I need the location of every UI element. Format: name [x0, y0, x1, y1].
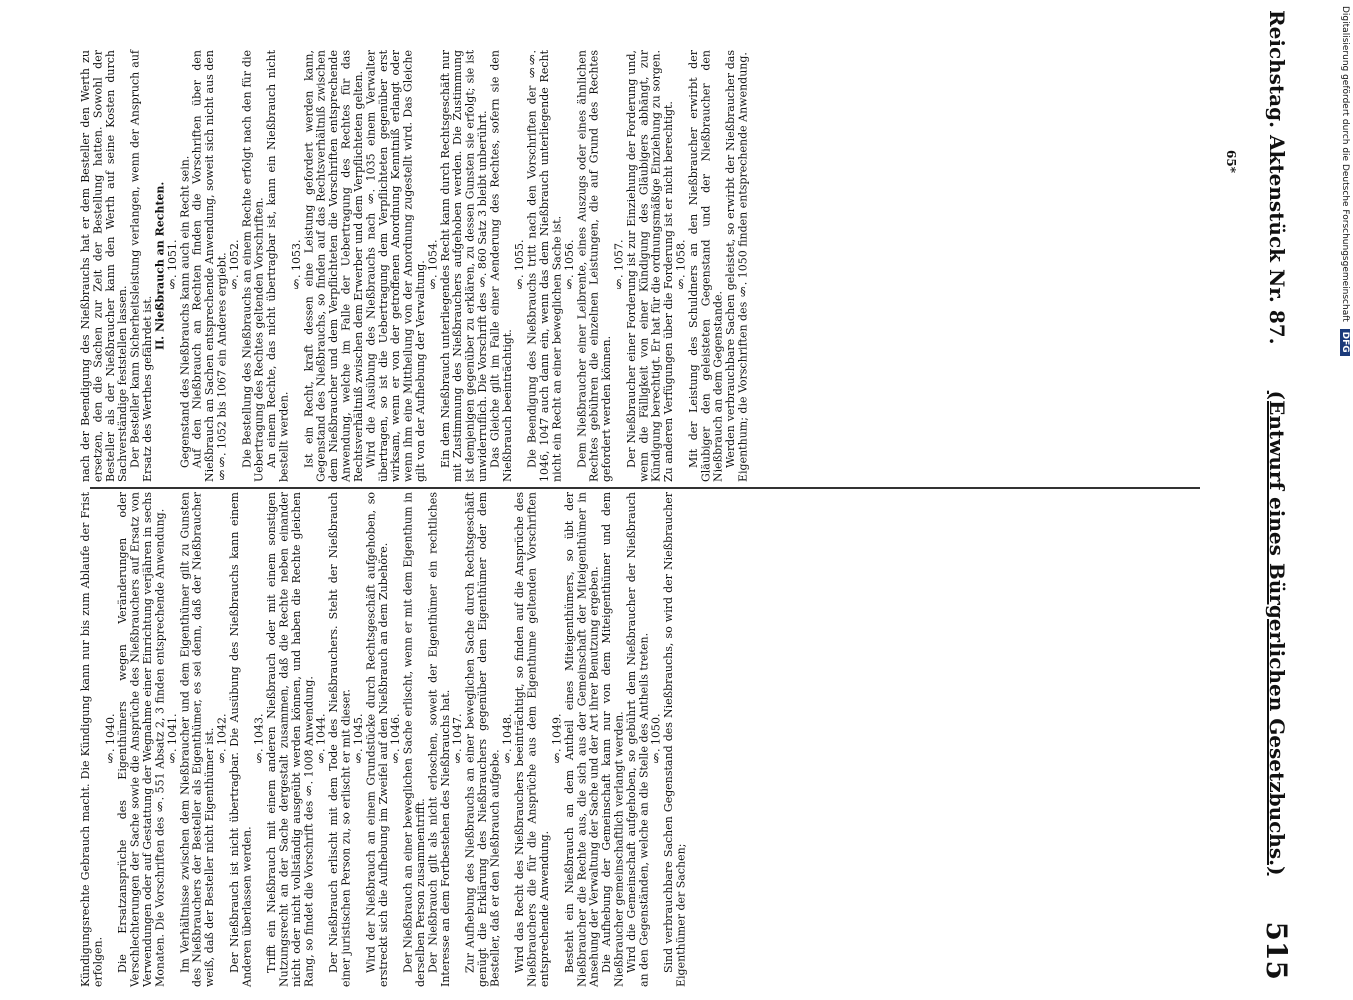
- para: Auf den Nießbrauch an Rechten finden die Vorschriften über den Nießbrauch an Sachen entsprechende Anwendung, soweit sich nicht aus den §§. 1052 bis 1067 ein Anderes ergiebt.: [190, 50, 229, 482]
- credit-text: Digitalisierung gefördert durch die Deutsche Forschungsgemeinschaft: [1340, 6, 1350, 322]
- section-mark: §. 1049.: [550, 713, 564, 765]
- section-mark: §. 1051.: [165, 239, 179, 292]
- section-mark: §. 1054.: [426, 239, 440, 292]
- para: Wird das Recht des Nießbrauchers beeinträchtigt, so finden auf die Ansprüche des Nießbrauchers die für die Ansprüche aus dem Eigenthume geltenden Vorschriften entsprechende Anwendung.: [513, 492, 552, 987]
- section-mark: §. 1052.: [227, 239, 241, 292]
- para: Wird die Ausübung des Nießbrauchs nach §. 1035 einem Verwalter übertragen, so ist die Uebertragung dem Verpflichteten gegenüber erst wirksam, wenn er von der getroffenen Anordnung Kenntniß erlangt oder wenn ihm eine Mittheilung von der Anordnung zugestellt wird. Das Gleiche gilt von der Aufhebung der Verwaltung.: [364, 50, 427, 482]
- para: Im Verhältnisse zwischen dem Nießbraucher und dem Eigenthümer gilt zu Gunsten des Nießbrauchers der Besteller als Eigenthümer, es sei denn, daß der Nießbraucher weiß, daß der Besteller nicht Eigenthümer ist.: [178, 492, 217, 987]
- left-text-block: [80, 492, 1220, 987]
- para: nach der Beendigung des Nießbrauchs hat er dem Besteller den Werth zu ersetzen, den die Sachen zur Zeit der Bestellung hatten. Sowohl der Besteller als der Nießbraucher kann den Werth auf seine Kosten durch Sachverständige feststellen lassen.: [79, 50, 130, 482]
- section-mark: §. 1042.: [215, 713, 229, 765]
- dfg-logo: DFG: [1340, 329, 1350, 356]
- right-text-block: [80, 50, 1220, 482]
- para: Der Nießbraucher einer Forderung ist zur Einziehung der Forderung und, wenn die Fälligkeit von einer Kündigung des Gläubigers abhängt, zur Kündigung berechtigt. Er hat für die ordnungsmäßige Einziehung zu sorgen. Zu anderen Verfügungen über die Forderung ist er nicht berechtigt.: [624, 50, 676, 482]
- section-mark: §. 1050.: [649, 713, 663, 765]
- header-left: Reichstag. Aktenstück Nr. 87.: [1265, 10, 1289, 345]
- para: Die Aufhebung der Gemeinschaft kann nur von dem Miteigenthümer und dem Nießbraucher gemeinschaftlich verlangt werden.: [600, 492, 626, 987]
- section-mark: §. 1048.: [500, 713, 514, 765]
- para: Wird die Gemeinschaft aufgehoben, so gebührt dem Nießbraucher der Nießbrauch an den Gegenständen, welche an die Stelle des Antheils treten.: [624, 492, 651, 987]
- section-mark: §. 1057.: [612, 239, 626, 292]
- section-mark: §. 1044.: [314, 713, 328, 765]
- para: Wird der Nießbrauch an einem Grundstücke durch Rechtsgeschäft aufgehoben, so erstreckt sich die Aufhebung im Zweifel auf den Nießbrauch an dem Zubehöre.: [364, 492, 390, 987]
- section-mark: §. 1043.: [252, 713, 266, 765]
- para: Der Nießbrauch erlischt mit dem Tode des Nießbrauchers. Steht der Nießbrauch einer juristischen Person zu, so erlischt er mit dieser.: [327, 492, 353, 987]
- para: Die Bestellung des Nießbrauchs an einem Rechte erfolgt nach den für die Uebertragung des Rechtes geltenden Vorschriften.: [240, 50, 266, 482]
- section-mark: §. 1045.: [351, 713, 365, 765]
- para: Die Ersatzansprüche des Eigenthümers wegen Veränderungen oder Verschlechterungen der Sache sowie die Ansprüche des Nießbrauchers auf Ersatz von Verwendungen oder auf Gestattung der Wegnahme einer Einrichtung verjähren in sechs Monaten. Die Vorschriften des §. 551 Absatz 2, 3 finden entsprechende Anwendung.: [116, 492, 167, 987]
- para: Das Gleiche gilt im Falle einer Aenderung des Rechtes, sofern sie den Nießbrauch beeinträchtigt.: [488, 50, 514, 482]
- para: Sind verbrauchbare Sachen Gegenstand des Nießbrauchs, so wird der Nießbraucher Eigenthümer der Sachen;: [662, 492, 688, 987]
- para: Die Beendigung des Nießbrauchs tritt nach den Vorschriften der §§. 1046, 1047 auch dann ein, wenn das dem Nießbrauch unterliegende Recht nicht ein Recht an einer beweglichen Sache ist.: [525, 50, 564, 482]
- para: Ein dem Nießbrauch unterliegendes Recht kann durch Rechtsgeschäft nur mit Zustimmung des Nießbrauchers aufgehoben werden. Die Zustimmung ist demjenigen gegenüber zu erklären, zu dessen Gunsten sie erfolgt; sie ist unwiderruflich. Die Vorschrift des §. 860 Satz 3 bleibt unberührt.: [438, 49, 489, 482]
- para: Der Nießbrauch gilt als nicht erloschen, soweit der Eigenthümer ein rechtliches Interesse an dem Fortbestehen des Nießbrauchs hat.: [426, 492, 452, 987]
- header-title: (Entwurf eines Bürgerlichen Gesetzbuchs.): [1265, 390, 1289, 876]
- section-mark: §. 1058.: [674, 239, 688, 292]
- para: An einem Rechte, das nicht übertragbar ist, kann ein Nießbrauch nicht bestellt werden.: [265, 50, 291, 482]
- para: Der Nießbrauch an einer beweglichen Sache erlischt, wenn er mit dem Eigenthum in derselben Person zusammentrifft.: [401, 492, 427, 987]
- section-mark: §. 1041.: [165, 713, 179, 765]
- para: Werden verbrauchbare Sachen geleistet, so erwirbt der Nießbraucher das Eigenthum; die Vorschriften des §. 1050 finden entsprechende Anwendung.: [724, 50, 750, 482]
- section-mark: §. 1053.: [289, 239, 303, 292]
- para: Mit der Leistung des Schuldners an den Nießbraucher erwirbt der Gläubiger den geleisteten Gegenstand und der Nießbraucher den Nießbrauch an dem Gegenstande.: [686, 50, 725, 482]
- para: Der Nießbrauch ist nicht übertragbar. Die Ausübung des Nießbrauchs kann einem Anderen überlassen werden.: [227, 492, 254, 987]
- para: Ist ein Recht, kraft dessen eine Leistung gefordert werden kann, Gegenstand des Nießbrauchs, so finden auf das Rechtsverhältniß zwischen dem Nießbraucher und dem Verpflichteten die Vorschriften entsprechende Anwendung, welche im Falle der Uebertragung des Rechtes für das Rechtsverhältniß zwischen dem Erwerber und dem Verpflichteten gelten.: [302, 50, 365, 482]
- para: Dem Nießbraucher einer Leibrente, eines Auszugs oder eines ähnlichen Rechtes gebühren die einzelnen Leistungen, die auf Grund des Rechtes gefordert werden können.: [575, 50, 614, 482]
- section-mark: §. 1047.: [451, 713, 465, 765]
- section-heading: II. Nießbrauch an Rechten.: [153, 181, 167, 350]
- section-mark: §. 1056.: [562, 239, 576, 292]
- para: Der Besteller kann Sicherheitsleistung verlangen, wenn der Anspruch auf Ersatz des Werthes gefährdet ist.: [128, 50, 155, 482]
- para: Kündigungsrechte Gebrauch macht. Die Kündigung kann nur bis zum Ablaufe der Frist erfolgen.: [79, 492, 105, 987]
- section-mark: §. 1055.: [513, 239, 527, 292]
- section-mark: §. 1046.: [389, 713, 403, 765]
- page-number: 515: [1260, 921, 1294, 980]
- para: Besteht ein Nießbrauch an dem Antheil eines Miteigenthümers, so übt der Nießbraucher die Rechte aus, die sich aus der Gemeinschaft der Miteigenthümer in Ansehung der Verwaltung der Sache und der Art ihrer Benutzung ergeben.: [562, 492, 601, 987]
- para: Gegenstand des Nießbrauchs kann auch ein Recht sein.: [178, 155, 192, 468]
- para: Zur Aufhebung des Nießbrauchs an einer beweglichen Sache durch Rechtsgeschäft genügt die Erklärung des Nießbrauchers gegenüber dem Eigenthümer oder dem Besteller, daß er den Nießbrauch aufgebe.: [463, 492, 502, 987]
- footer-mark: 65*: [1224, 150, 1238, 173]
- digitization-credit: [1340, 6, 1350, 356]
- para: Trifft ein Nießbrauch mit einem anderen Nießbrauch oder mit einem sonstigen Nutzungsrecht an der Sache dergestalt zusammen, daß die Rechte neben einander nicht oder nicht vollständig ausgeübt werden können, und haben die Rechte gleichen Rang, so findet die Vorschrift des §. 1008 Anwendung.: [265, 492, 316, 987]
- section-mark: §. 1040.: [103, 713, 117, 765]
